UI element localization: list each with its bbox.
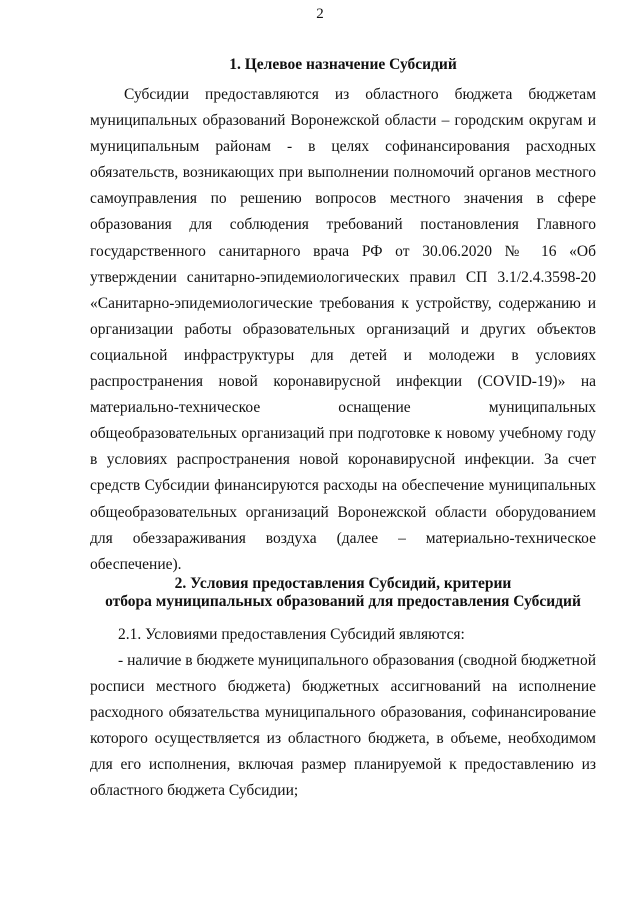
section-2-title [90,575,596,611]
section-1-title: 1. Целевое назначение Субсидий [229,56,457,73]
page-number: 2 [316,6,324,22]
section-2-title-line-1: 2. Условия предоставления Субсидий, критерии [174,575,512,592]
item-2-1: 2.1. Условиями предоставления Субсидий являются: [118,626,465,643]
section-1-paragraph: Субсидии предоставляются из областного бюджета бюджетам муниципальных образований Воронежской области – городским округам и муниципальным районам - в целях софинансирования расходных обязательств, возникающих при выполнении полномочий органов местного самоуправления по решению вопросов местного значения в сфере образования для соблюдения требований постановления Главного государственного санитарного врача РФ от 30.06.2020 № 16 «Об утверждении санитарно-эпидемиологических правил СП 3.1/2.4.3598-20 «Санитарно-эпидемиологические требования к устройству, содержанию и организации работы образовательных организаций и других объектов социальной инфраструктуры для детей и молодежи в условиях распространения новой коронавирусной инфекции (COVID-19)» на материально-техническое оснащение муниципальных общеобразовательных организаций при подготовке к новому учебному году в условиях распространения новой коронавирусной инфекции. За счет средств Субсидии финансируются расходы на обеспечение муниципальных общеобразовательных организаций Воронежской области оборудованием для обеззараживания воздуха (далее – материально-техническое обеспечение). [90,86,596,573]
condition-bullet-1: - наличие в бюджете муниципального образования (сводной бюджетной росписи местного бюджета) бюджетных ассигнований на исполнение расходного обязательства муниципального образования, софинансирование которого осуществляется из областного бюджета, в объеме, необходимом для его исполнения, включая размер планируемой к предоставлению из областного бюджета Субсидии; [90,652,596,800]
section-2-title-line-2: отбора муниципальных образований для предоставления Субсидий [105,593,581,610]
